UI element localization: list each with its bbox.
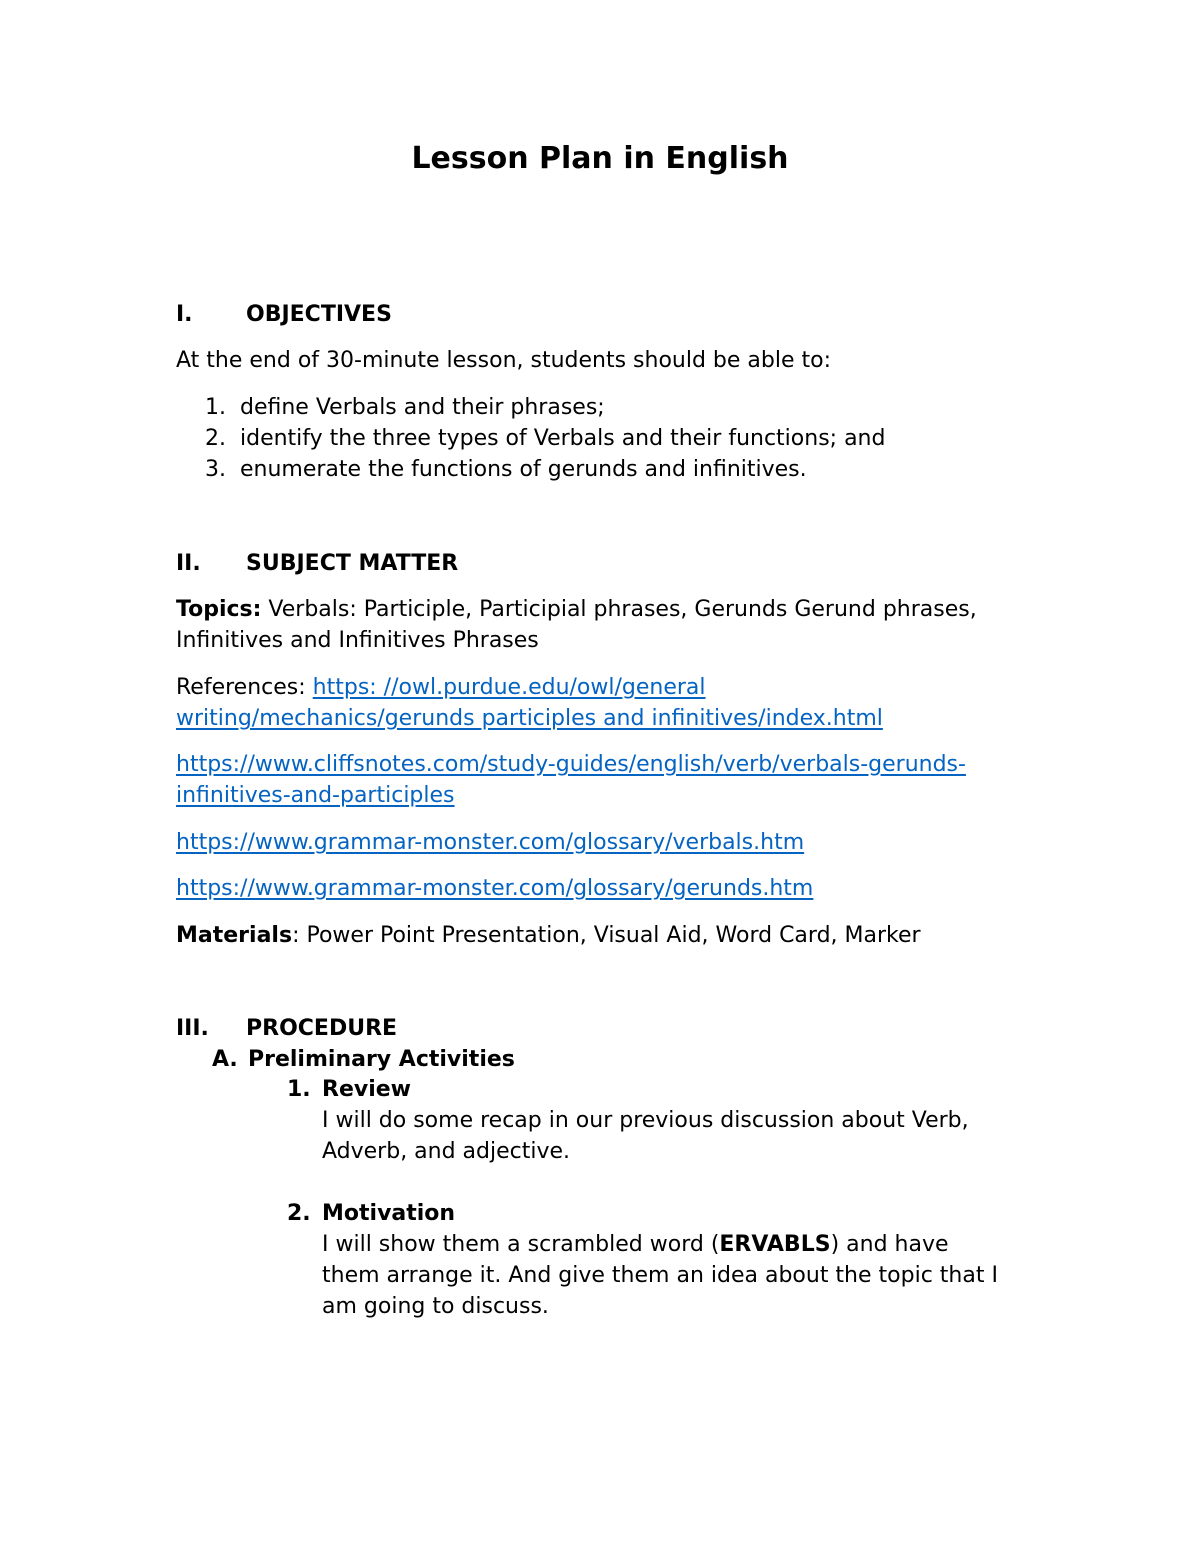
reference-gerunds-line	[176, 873, 813, 904]
subject-matter-heading	[176, 548, 458, 579]
motivation-text-line-2: them arrange it. And give them an idea about the topic that I	[322, 1263, 998, 1288]
procedure-heading	[176, 1013, 397, 1044]
references-line-1	[176, 672, 706, 703]
review-title: Review	[322, 1077, 411, 1102]
review-text-line-1: I will do some recap in our previous discussion about Verb,	[322, 1108, 969, 1133]
materials-text: : Power Point Presentation, Visual Aid, Word Card, Marker	[292, 923, 921, 948]
objective-item-number: 1.	[205, 395, 226, 420]
reference-link-grammar-monster-verbals[interactable]: https://www.grammar-monster.com/glossary/verbals.htm	[176, 830, 805, 855]
objective-item-2	[205, 423, 885, 454]
procedure-heading-text: PROCEDURE	[246, 1016, 398, 1041]
review-heading	[287, 1074, 411, 1105]
motivation-title: Motivation	[322, 1201, 456, 1226]
motivation-text-before: I will show them a scrambled word (	[322, 1232, 720, 1257]
reference-link-grammar-monster-gerunds[interactable]: https://www.grammar-monster.com/glossary/gerunds.htm	[176, 876, 814, 901]
objective-item-text: define Verbals and their phrases;	[240, 395, 605, 420]
review-number: 1.	[287, 1077, 311, 1102]
objectives-heading	[176, 299, 392, 330]
references-line-2	[176, 703, 883, 734]
subject-matter-numeral: II.	[176, 551, 201, 576]
reference-verbals-line	[176, 827, 804, 858]
topics-label: Topics:	[176, 597, 262, 622]
objective-item-number: 3.	[205, 457, 226, 482]
objective-item-text: enumerate the functions of gerunds and infinitives.	[240, 457, 807, 482]
reference-link-cliffsnotes-continued[interactable]: infinitives-and-participles	[176, 783, 455, 808]
motivation-text-line-3: am going to discuss.	[322, 1294, 549, 1319]
topics-line-2: Infinitives and Infinitives Phrases	[176, 628, 539, 653]
subsection-title: Preliminary Activities	[248, 1047, 515, 1072]
reference-cliffsnotes-line-2	[176, 780, 455, 811]
page-title: Lesson Plan in English	[411, 141, 789, 176]
motivation-text-line-1	[322, 1229, 949, 1260]
reference-link-cliffsnotes[interactable]: https://www.cliffsnotes.com/study-guides/english/verb/verbals-gerunds-	[176, 752, 966, 777]
reference-cliffsnotes-line-1	[176, 749, 966, 780]
motivation-text-after: ) and have	[830, 1232, 949, 1257]
procedure-numeral: III.	[176, 1016, 209, 1041]
objective-item-text: identify the three types of Verbals and their functions; and	[240, 426, 886, 451]
materials-line	[176, 920, 921, 951]
subject-matter-heading-text: SUBJECT MATTER	[246, 551, 459, 576]
objectives-numeral: I.	[176, 302, 193, 327]
reference-link-purdue-continued[interactable]: writing/mechanics/gerunds participles and infinitives/index.html	[176, 706, 883, 731]
references-label: References:	[176, 675, 313, 700]
motivation-number: 2.	[287, 1201, 311, 1226]
objective-item-number: 2.	[205, 426, 226, 451]
objectives-heading-text: OBJECTIVES	[246, 302, 392, 327]
subsection-label: A.	[212, 1047, 238, 1072]
preliminary-activities-heading	[212, 1044, 515, 1075]
objectives-intro: At the end of 30-minute lesson, students should be able to:	[176, 348, 832, 373]
objective-item-3	[205, 454, 807, 485]
motivation-heading	[287, 1198, 455, 1229]
review-text-line-2: Adverb, and adjective.	[322, 1139, 571, 1164]
topics-line-1	[176, 594, 977, 625]
reference-link-purdue[interactable]: https: //owl.purdue.edu/owl/general	[312, 675, 706, 700]
topics-text: Verbals: Participle, Participial phrases, Gerunds Gerund phrases,	[261, 597, 977, 622]
materials-label: Materials	[176, 923, 293, 948]
scrambled-word: ERVABLS	[719, 1232, 831, 1257]
objective-item-1	[205, 392, 605, 423]
